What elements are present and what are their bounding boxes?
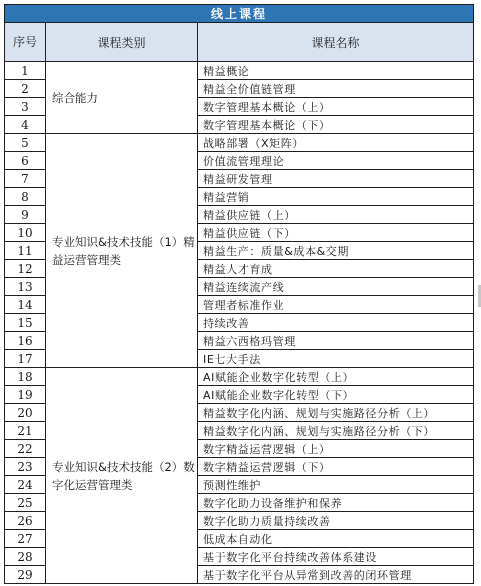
course-body <box>5 62 474 584</box>
course-name: AI赋能企业数字化转型（下） <box>198 386 474 404</box>
course-number: 5 <box>5 134 46 152</box>
course-number: 20 <box>5 404 46 422</box>
course-name: 精益供应链（下） <box>198 224 474 242</box>
course-number: 21 <box>5 422 46 440</box>
course-number: 29 <box>5 566 46 584</box>
course-name: 精益数字化内涵、规划与实施路径分析（下） <box>198 422 474 440</box>
course-name: 数字精益运营逻辑（下） <box>198 458 474 476</box>
course-number: 3 <box>5 98 46 116</box>
course-name: 精益连续流产线 <box>198 278 474 296</box>
course-number: 9 <box>5 206 46 224</box>
course-number: 12 <box>5 260 46 278</box>
course-number: 14 <box>5 296 46 314</box>
course-number: 24 <box>5 476 46 494</box>
course-number: 22 <box>5 440 46 458</box>
course-name: 预测性维护 <box>198 476 474 494</box>
course-number: 7 <box>5 170 46 188</box>
table-row <box>5 368 474 386</box>
course-number: 11 <box>5 242 46 260</box>
course-category: 综合能力 <box>46 62 198 134</box>
title-row <box>5 5 474 23</box>
course-number: 6 <box>5 152 46 170</box>
course-name: 精益概论 <box>198 62 474 80</box>
course-name: 持续改善 <box>198 314 474 332</box>
course-name: 基于数字化平台持续改善体系建设 <box>198 548 474 566</box>
course-name: 精益人才育成 <box>198 260 474 278</box>
course-number: 2 <box>5 80 46 98</box>
course-number: 28 <box>5 548 46 566</box>
course-category: 专业知识&技术技能（1）精益运营管理类 <box>46 134 198 368</box>
course-name: 数字化助力设备维护和保养 <box>198 494 474 512</box>
course-number: 4 <box>5 116 46 134</box>
course-number: 8 <box>5 188 46 206</box>
course-name: 基于数字化平台从异常到改善的闭环管理 <box>198 566 474 584</box>
course-number: 1 <box>5 62 46 80</box>
course-table <box>4 4 474 584</box>
course-category: 专业知识&技术技能（2）数字化运营管理类 <box>46 368 198 584</box>
course-number: 26 <box>5 512 46 530</box>
course-name: 价值流管理理论 <box>198 152 474 170</box>
header-no: 序号 <box>5 23 46 62</box>
header-name: 课程名称 <box>198 23 474 62</box>
course-name: 精益供应链（上） <box>198 206 474 224</box>
course-name: 低成本自动化 <box>198 530 474 548</box>
course-name: 数字化助力质量持续改善 <box>198 512 474 530</box>
course-number: 16 <box>5 332 46 350</box>
course-number: 10 <box>5 224 46 242</box>
table-row <box>5 134 474 152</box>
course-name: 精益研发管理 <box>198 170 474 188</box>
course-number: 15 <box>5 314 46 332</box>
course-name: 精益营销 <box>198 188 474 206</box>
course-number: 25 <box>5 494 46 512</box>
course-name: AI赋能企业数字化转型（上） <box>198 368 474 386</box>
course-name: 战略部署（X矩阵） <box>198 134 474 152</box>
header-row <box>5 23 474 62</box>
course-number: 27 <box>5 530 46 548</box>
course-number: 19 <box>5 386 46 404</box>
course-name: 精益生产：质量&成本&交期 <box>198 242 474 260</box>
course-number: 17 <box>5 350 46 368</box>
course-number: 18 <box>5 368 46 386</box>
course-name: 精益六西格玛管理 <box>198 332 474 350</box>
table-title: 线上课程 <box>5 5 474 23</box>
table-row <box>5 62 474 80</box>
header-category: 课程类别 <box>46 23 198 62</box>
course-name: IE七大手法 <box>198 350 474 368</box>
course-name: 数字管理基本概论（下） <box>198 116 474 134</box>
course-name: 精益全价值链管理 <box>198 80 474 98</box>
course-number: 23 <box>5 458 46 476</box>
course-name: 精益数字化内涵、规划与实施路径分析（上） <box>198 404 474 422</box>
course-name: 管理者标准作业 <box>198 296 474 314</box>
course-name: 数字精益运营逻辑（上） <box>198 440 474 458</box>
course-name: 数字管理基本概论（上） <box>198 98 474 116</box>
course-number: 13 <box>5 278 46 296</box>
